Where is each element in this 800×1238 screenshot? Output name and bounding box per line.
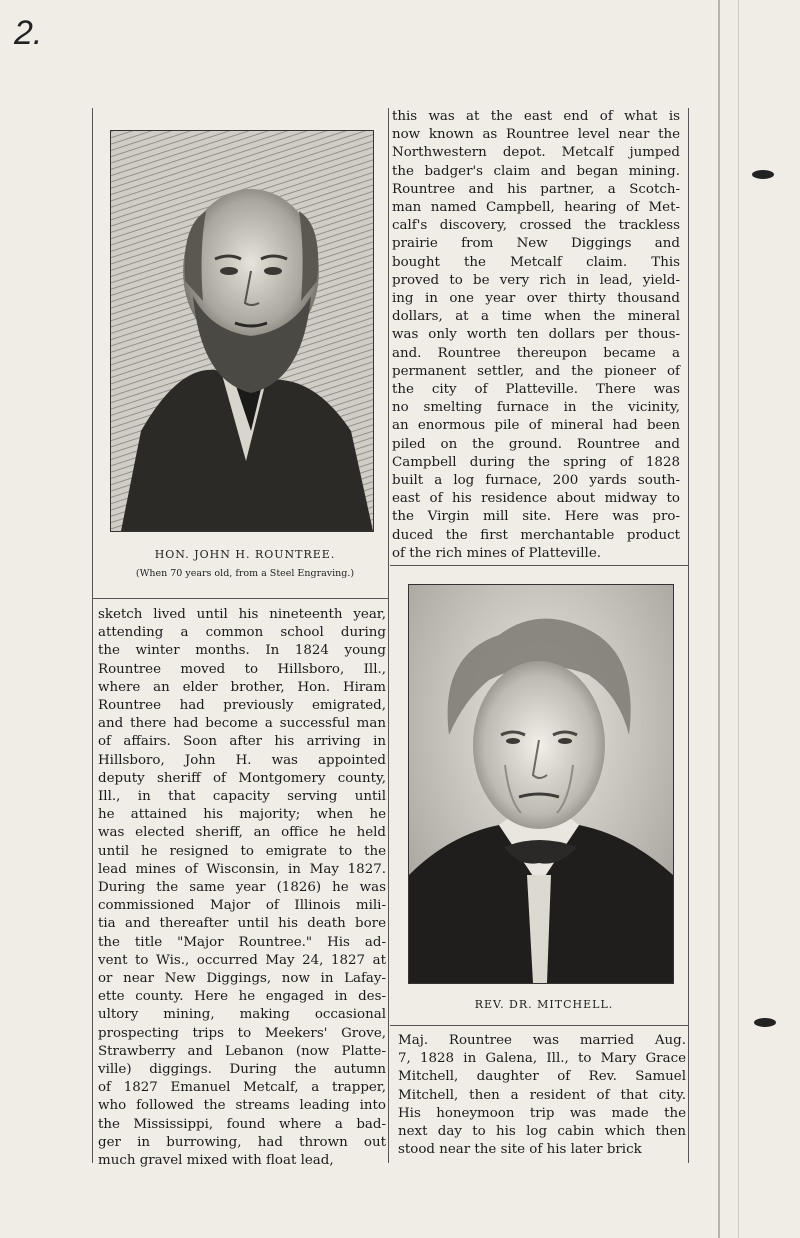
engraving-portrait-image — [111, 131, 373, 531]
text-line: During the same year (1826) he was — [98, 880, 386, 896]
text-line: piled on the ground. Rountree and — [392, 436, 680, 452]
portrait-rev-dr-mitchell — [408, 584, 674, 984]
text-line: proved to be very rich in lead, yield- — [392, 272, 680, 288]
left-section-rule — [92, 598, 388, 599]
text-line: attending a common school during — [98, 625, 386, 641]
text-line: dollars, at a time when the mineral — [392, 309, 680, 325]
text-line: much gravel mixed with float lead, — [98, 1153, 334, 1169]
text-line: ing in one year over thirty thousand — [392, 291, 680, 307]
portrait2-caption: REV. DR. MITCHELL. — [474, 998, 614, 1011]
text-line: this was at the east end of what is — [392, 109, 680, 124]
text-line: ger in burrowing, had thrown out — [98, 1134, 386, 1150]
text-line: Mitchell, daughter of Rev. Samuel — [398, 1069, 686, 1085]
text-line: was elected sheriff, an office he held — [98, 825, 386, 841]
text-line: or near New Diggings, now in Lafay- — [98, 971, 386, 987]
article-column-right-top — [392, 108, 680, 563]
text-line: sketch lived until his nineteenth year, — [98, 607, 386, 622]
text-line: of the rich mines of Platteville. — [392, 545, 602, 561]
text-line: east of his residence about midway to — [392, 491, 680, 507]
text-line: tia and thereafter until his death bore — [98, 916, 386, 932]
text-line: now known as Rountree level near the — [392, 127, 680, 143]
text-line: Hillsboro, John H. was appointed — [98, 752, 386, 768]
text-line: lead mines of Wisconsin, in May 1827. — [98, 861, 386, 877]
text-line: who followed the streams leading into — [98, 1098, 386, 1114]
text-line: the Virgin mill site. Here was pro- — [392, 509, 680, 525]
text-line: no smelting furnace in the vicinity, — [392, 400, 680, 416]
right-section-rule — [390, 565, 688, 566]
text-line: and there had become a successful man — [98, 716, 386, 732]
text-line: Rountree had previously emigrated, — [98, 698, 386, 714]
text-line: an enormous pile of mineral had been — [392, 418, 680, 434]
text-line: Rountree moved to Hillsboro, Ill., — [98, 661, 386, 677]
text-line: of affairs. Soon after his arriving in — [98, 734, 386, 750]
text-line: bought the Metcalf claim. This — [392, 254, 680, 270]
text-line: duced the first merchantable product — [392, 527, 680, 543]
text-line: stood near the site of his later brick — [398, 1142, 642, 1158]
text-line: Strawberry and Lebanon (now Platte- — [98, 1043, 386, 1059]
text-line: Maj. Rountree was married Aug. — [398, 1033, 686, 1048]
text-line: the badger's claim and began mining. — [392, 163, 680, 179]
text-line: of 1827 Emanuel Metcalf, a trapper, — [98, 1080, 386, 1096]
text-line: Northwestern depot. Metcalf jumped — [392, 145, 680, 161]
page-edge-line-outer — [738, 0, 739, 1238]
text-line: commissioned Major of Illinois mili- — [98, 898, 386, 914]
right-lower-section-rule — [390, 1025, 688, 1026]
text-line: until he resigned to emigrate to the — [98, 843, 386, 859]
text-line: His honeymoon trip was made the — [398, 1105, 686, 1121]
text-line: prairie from New Diggings and — [392, 236, 680, 252]
article-column-right-bottom — [398, 1032, 686, 1159]
portrait-john-h-rountree — [110, 130, 374, 532]
text-line: 7, 1828 in Galena, Ill., to Mary Grace — [398, 1051, 686, 1067]
text-line: Ill., in that capacity serving until — [98, 789, 386, 805]
text-line: ette county. Here he engaged in des- — [98, 989, 386, 1005]
page-edge-line — [718, 0, 720, 1238]
text-line: and. Rountree thereupon became a — [392, 345, 680, 361]
text-line: built a log furnace, 200 yards south- — [392, 473, 680, 489]
page-number: 2. — [14, 14, 43, 52]
text-line: the Mississippi, found where a bad- — [98, 1116, 386, 1132]
binding-mark-top — [752, 170, 774, 179]
text-line: he attained his majority; when he — [98, 807, 386, 823]
portrait1-subcaption: (When 70 years old, from a Steel Engraving.) — [135, 568, 355, 579]
text-line: the winter months. In 1824 young — [98, 643, 386, 659]
text-line: was only worth ten dollars per thous- — [392, 327, 680, 343]
text-line: Rountree and his partner, a Scotch- — [392, 181, 680, 197]
left-column-rule — [92, 108, 93, 1163]
text-line: calf's discovery, crossed the trackless — [392, 218, 680, 234]
text-line: Campbell during the spring of 1828 — [392, 454, 680, 470]
binding-mark-bottom — [754, 1018, 776, 1027]
text-line: vent to Wis., occurred May 24, 1827 at — [98, 952, 386, 968]
text-line: prospecting trips to Meekers' Grove, — [98, 1025, 386, 1041]
text-line: the city of Platteville. There was — [392, 382, 680, 398]
text-line: ville) diggings. During the autumn — [98, 1062, 386, 1078]
right-column-rule — [688, 108, 689, 1163]
article-column-left-bottom — [98, 606, 386, 1170]
text-line: Mitchell, then a resident of that city. — [398, 1087, 686, 1103]
portrait1-caption: HON. JOHN H. ROUNTREE. — [154, 548, 336, 561]
text-line: where an elder brother, Hon. Hiram — [98, 679, 386, 695]
text-line: deputy sheriff of Montgomery county, — [98, 770, 386, 786]
center-column-rule — [388, 108, 389, 1163]
text-line: man named Campbell, hearing of Met- — [392, 200, 680, 216]
text-line: next day to his log cabin which then — [398, 1124, 686, 1140]
text-line: permanent settler, and the pioneer of — [392, 363, 680, 379]
text-line: ultory mining, making occasional — [98, 1007, 386, 1023]
text-line: the title "Major Rountree." His ad- — [98, 934, 386, 950]
photograph-portrait-image — [409, 585, 673, 983]
